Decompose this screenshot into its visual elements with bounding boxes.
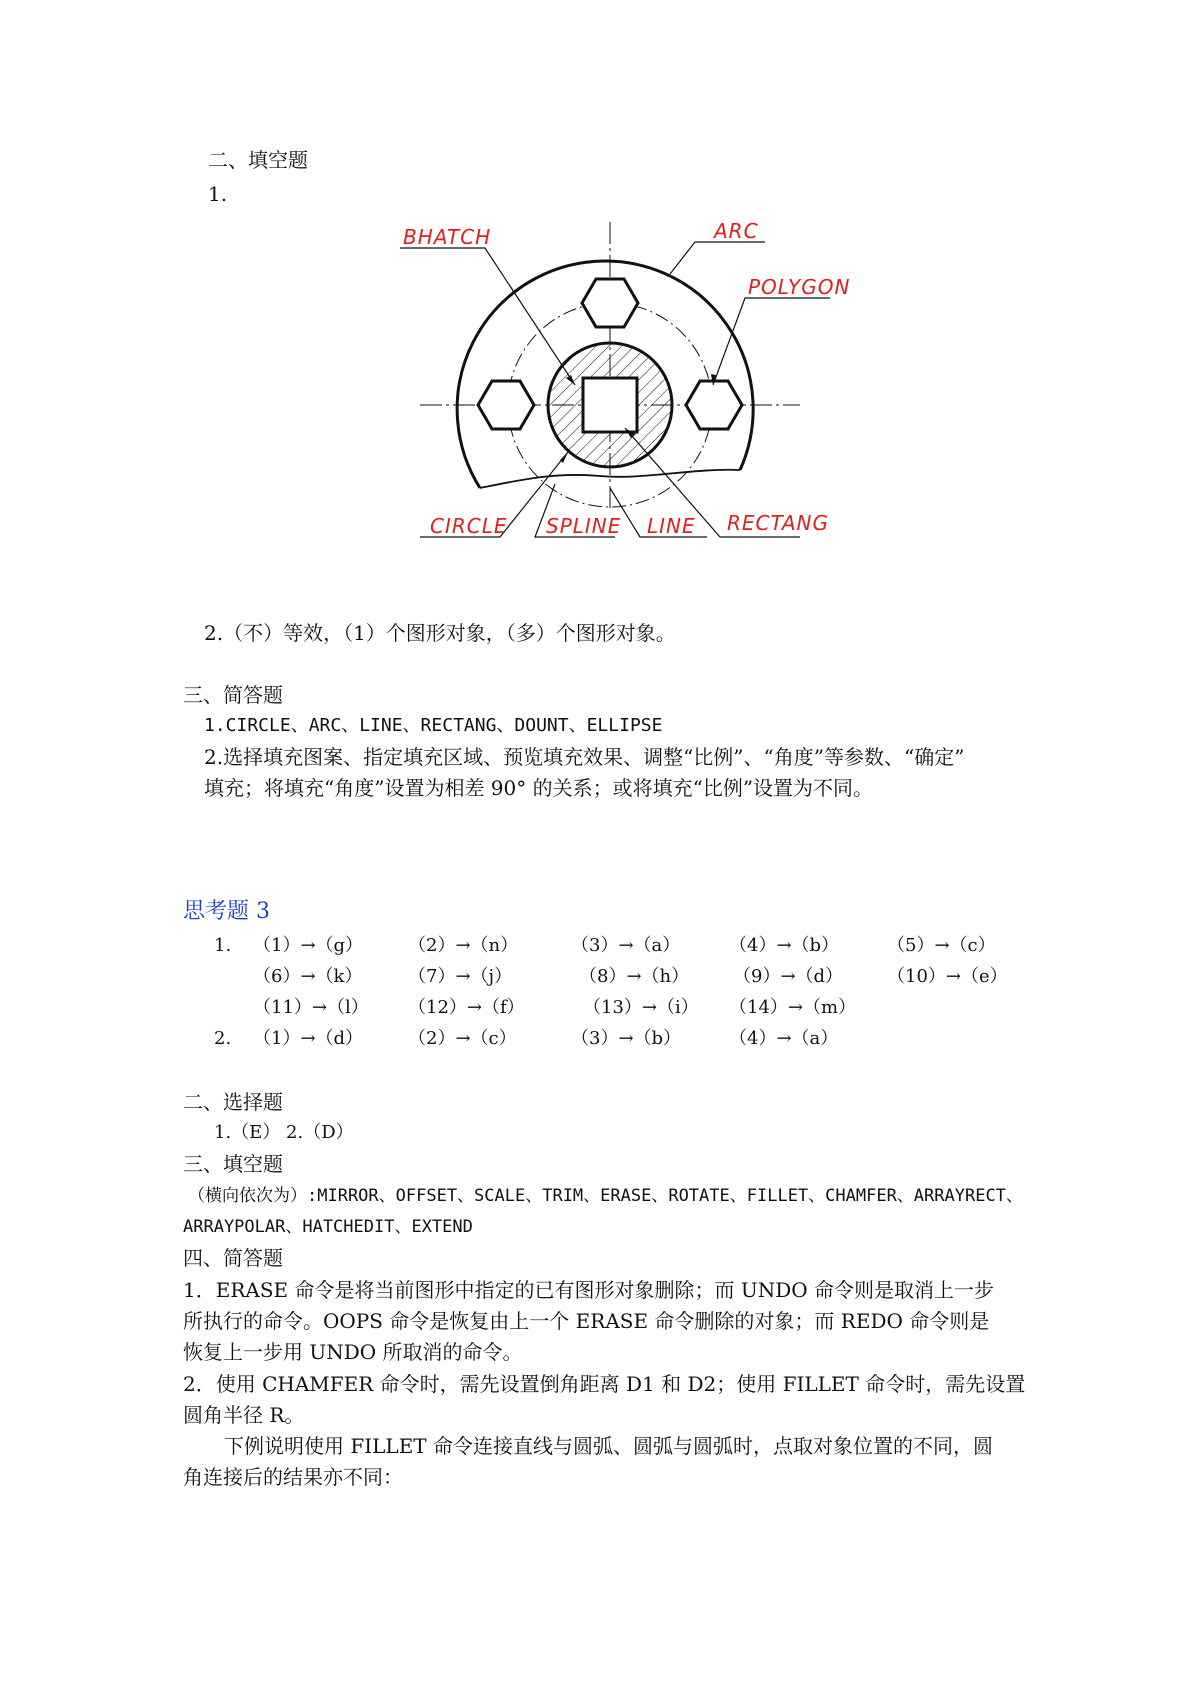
match-cell: （10）→（e） [887,966,1008,987]
match-cell: （9）→（d） [733,966,844,987]
match-cell: （3）→（a） [571,935,681,956]
section-heading-short: 三、简答题 [183,683,283,707]
short-item-2-line1: 2.选择填充图案、指定填充区域、预览填充效果、调整“比例”、“角度”等参数、“确定” [204,745,965,769]
label-line: LINE [647,514,696,538]
match-cell: （4）→（a） [729,1028,839,1049]
q1-label: 1. [214,935,232,956]
short2-p1-line1: 1．ERASE 命令是将当前图形中指定的已有图形对象删除；而 UNDO 命令则是取消上一步 [183,1278,994,1302]
q2-label: 2. [214,1028,232,1049]
choice-answers: 1.（E） 2.（D） [214,1122,354,1143]
short-item-2-line2: 填充；将填充“角度”设置为相差 90° 的关系；或将填充“比例”设置为不同。 [204,776,874,800]
section-heading-short-2: 四、简答题 [183,1246,283,1270]
short2-p1-line2: 所执行的命令。OOPS 命令是恢复由上一个 ERASE 命令删除的对象；而 REDO 命令则是 [183,1309,990,1333]
short2-p3-line2: 角连接后的结果亦不同： [183,1465,403,1489]
short2-p1-line3: 恢复上一步用 UNDO 所取消的命令。 [183,1340,523,1364]
match-cell: （2）→（n） [408,935,519,956]
match-cell: （5）→（c） [887,935,996,956]
match-cell: （11）→（l） [253,997,369,1018]
item-number: 1. [208,182,228,206]
hexagon-top [582,279,638,327]
section-heading-fill-2: 三、填空题 [183,1152,283,1176]
short2-p2-line1: 2．使用 CHAMFER 命令时，需先设置倒角距离 D1 和 D2；使用 FILLET 命令时，需先设置 [183,1372,1026,1396]
leader-bhatch [400,248,575,385]
section-heading-choice: 二、选择题 [183,1090,283,1114]
label-polygon: POLYGON [748,275,851,299]
hexagon-left [478,381,534,429]
match-cell: （1）→（g） [253,935,364,956]
label-bhatch: BHATCH [403,225,492,249]
label-circle: CIRCLE [430,514,508,538]
center-rectangle [583,378,637,432]
match-cell: （6）→（k） [253,966,363,987]
match-cell: （7）→（j） [408,966,513,987]
short-item-1: 1.CIRCLE、ARC、LINE、RECTANG、DOUNT、ELLIPSE [204,715,663,736]
hexagon-right [686,381,742,429]
match-cell: （3）→（b） [571,1028,682,1049]
short2-p2-line2: 圆角半径 R。 [183,1403,305,1427]
fill-item-2: 2.（不）等效，（1）个图形对象，（多）个图形对象。 [204,621,676,645]
match-cell: （4）→（b） [729,935,840,956]
cad-figure [390,205,851,545]
label-rectang: RECTANG [727,511,830,535]
match-cell: （1）→（d） [253,1028,364,1049]
short2-p3-line1: 下例说明使用 FILLET 命令连接直线与圆弧、圆弧与圆弧时，点取对象位置的不同，圆 [224,1434,993,1458]
label-spline: SPLINE [546,514,622,538]
leader-arc [670,242,765,274]
match-cell: （2）→（c） [408,1028,517,1049]
fill2-line-1: （横向依次为）:MIRROR、OFFSET、SCALE、TRIM、ERASE、ROTATE、FILLET、CHAMFER、ARRAYRECT、 [188,1186,1023,1206]
label-arc: ARC [714,219,759,243]
match-cell: （14）→（m） [729,997,857,1018]
match-cell: （8）→（h） [579,966,690,987]
match-cell: （12）→（f） [408,997,525,1018]
section-heading-fill: 二、填空题 [208,148,308,172]
think3-title: 思考题 3 [183,899,270,924]
fill2-line-2: ARRAYPOLAR、HATCHEDIT、EXTEND [183,1217,473,1237]
leader-polygon [713,298,830,385]
match-cell: （13）→（i） [583,997,699,1018]
